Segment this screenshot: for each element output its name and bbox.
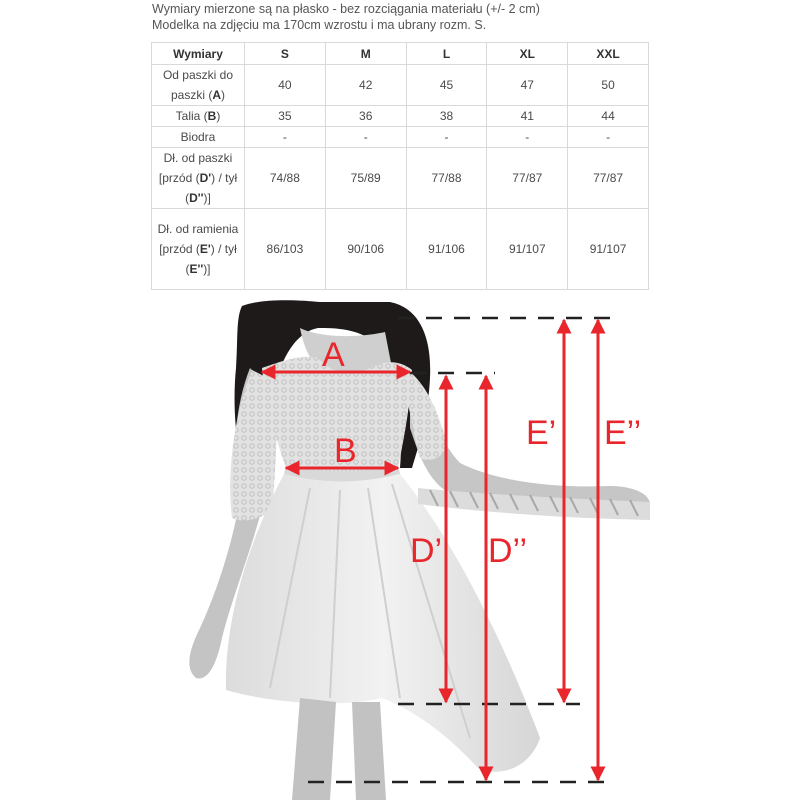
intro-text [152,2,540,33]
table-cell: 44 [568,106,649,127]
label-d-front: D’ [410,532,443,570]
label-d-back: D’’ [488,532,528,570]
skirt-shape [226,474,540,772]
table-cell: 91/107 [568,209,649,290]
table-cell: 75/89 [325,148,406,209]
header-size-m: M [325,43,406,65]
dress-measurement-diagram [0,298,800,800]
table-cell: 90/106 [325,209,406,290]
table-row [152,127,649,148]
table-cell: 40 [245,65,326,106]
row-label: Biodra [152,127,245,148]
header-size-l: L [406,43,487,65]
row-label: Dł. od ramienia [przód (E') / tył (E'')] [152,209,245,290]
size-table [151,42,649,290]
row-label: Talia (B) [152,106,245,127]
table-cell: 77/88 [406,148,487,209]
legs-shape [292,698,386,800]
intro-line-measurement-note: Wymiary mierzone są na płasko - bez rozciągania materiału (+/- 2 cm) [152,2,540,16]
table-cell: 91/107 [487,209,568,290]
table-cell: 77/87 [487,148,568,209]
table-cell: 36 [325,106,406,127]
header-size-xxl: XXL [568,43,649,65]
dress-illustration [0,298,800,800]
label-e-front: E’ [526,414,557,452]
table-cell: 38 [406,106,487,127]
table-cell: 35 [245,106,326,127]
header-size-xl: XL [487,43,568,65]
header-wymiary: Wymiary [152,43,245,65]
table-cell: 47 [487,65,568,106]
intro-line-model-note: Modelka na zdjęciu ma 170cm wzrostu i ma ubrany rozm. S. [152,17,487,32]
table-cell: 45 [406,65,487,106]
table-cell: - [568,127,649,148]
size-table-header-row [152,43,649,65]
table-cell: - [245,127,326,148]
table-row [152,106,649,127]
table-cell: 50 [568,65,649,106]
label-b: B [334,432,357,470]
table-cell: 86/103 [245,209,326,290]
table-cell: 74/88 [245,148,326,209]
table-cell: 77/87 [568,148,649,209]
row-label: Od paszki do paszki (A) [152,65,245,106]
header-size-s: S [245,43,326,65]
table-row [152,65,649,106]
table-row [152,209,649,290]
table-cell: 41 [487,106,568,127]
table-cell: - [487,127,568,148]
table-cell: 42 [325,65,406,106]
table-cell: - [325,127,406,148]
table-row [152,148,649,209]
table-cell: - [406,127,487,148]
label-e-back: E’’ [604,414,642,452]
label-a: A [322,336,345,374]
table-cell: 91/106 [406,209,487,290]
row-label: Dł. od paszki [przód (D') / tył (D'')] [152,148,245,209]
